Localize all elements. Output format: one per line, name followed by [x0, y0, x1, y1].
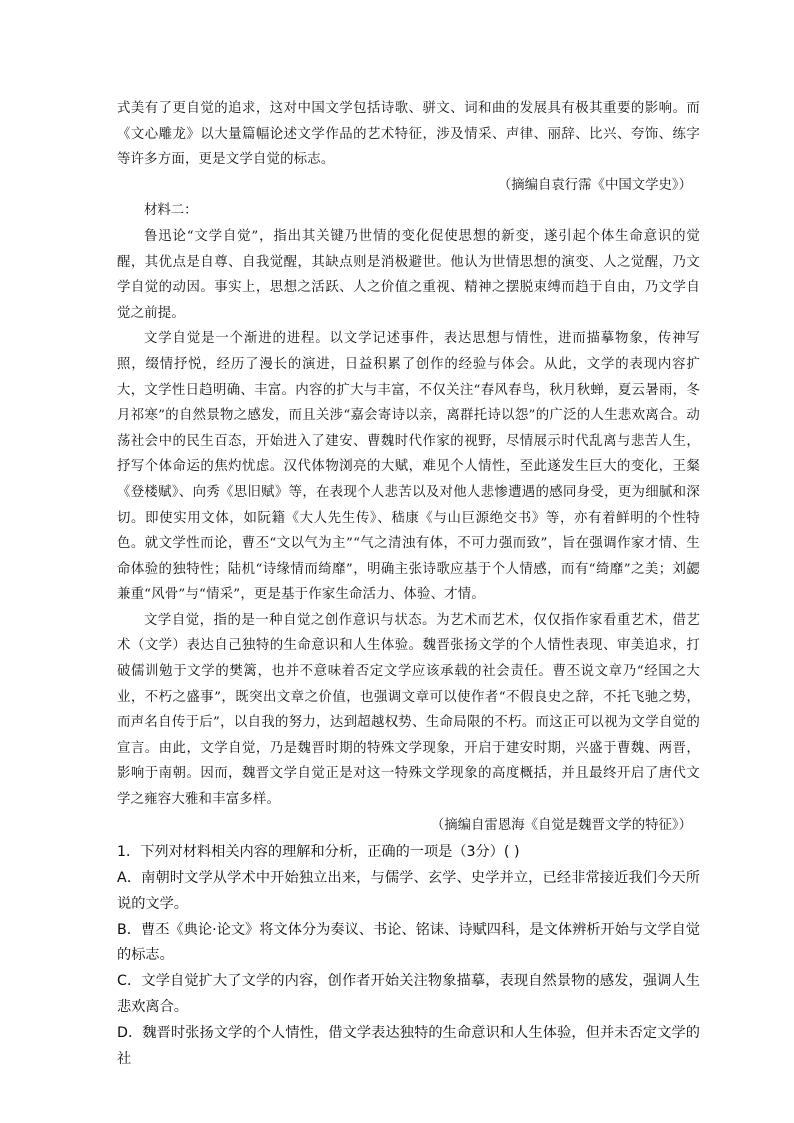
source-citation-1: （摘编自袁行霈《中国文学史》） — [497, 177, 692, 193]
passage-paragraph-3: 文学自觉是一个渐进的进程。以文学记述事件，表达思想与情性，进而描摹物象，传神写照，缀情抒悦，经历了漫长的演进，日益积累了创作的经验与体会。从此，文学的表现内容扩大，文学性日趋明确、丰富。内容的扩大与丰富，不仅关注“春风春鸟，秋月秋蝉，夏云暑雨，冬月祁寒”的自然景物之感发，而且关涉“嘉会寄诗以亲，离群托诗以怨”的广泛的人生悲欢离合。动荡社会中的民生百态，开始进入了建安、曹魏时代作家的视野，尽情展示时代乱离与悲苦人生，抒写个体命运的焦灼忧虑。汉代体物浏亮的大赋，难见个人情性，至此遂发生巨大的变化，王粲《登楼赋》、向秀《思旧赋》等，在表现个人悲苦以及对他人悲惨遭遇的感同身受，更为细腻和深切。即使实用文体，如阮籍《大人先生传》、嵇康《与山巨源绝交书》等，亦有着鲜明的个性特色。就文学性而论，曹丕“文以气为主”“气之清浊有体，不可力强而致”，旨在强调作家才情、生命体验的独特性；陆机“诗缘情而绮靡”，明确主张诗歌应基于个人情感，而有“绮靡”之美；刘勰兼重“风骨”与“情采”，更是基于作家生命活力、体验、才情。 — [117, 331, 700, 603]
passage-paragraph-1: 式美有了更自觉的追求，这对中国文学包括诗歌、骈文、词和曲的发展具有极其重要的影响。而《文心雕龙》以大量篇幅论述文学作品的艺术特征，涉及情采、声律、丽辞、比兴、夸饰、练字等许多方面，更是文学自觉的标志。 — [117, 101, 700, 168]
passage-paragraph-4: 文学自觉，指的是一种自觉之创作意识与状态。为艺术而艺术，仅仅指作家看重艺术，借艺术（文学）表达自己独特的生命意识和人生体验。魏晋张扬文学的个人情性表现、审美追求，打破儒训勉于文学的樊篱，也并不意味着否定文学应该承载的社会责任。曹丕说文章乃“经国之大业，不朽之盛事”，既突出文章之价值，也强调文章可以使作者“不假良史之辞，不托飞驰之势，而声名自传于后”，以自我的努力，达到超越权势、生命局限的不朽。而这正可以视为文学自觉的宣言。由此，文学自觉，乃是魏晋时期的特殊文学现象，开启于建安时期，兴盛于曹魏、两晋，影响于南朝。因而，魏晋文学自觉正是对这一特殊文学现象的高度概括，并且最终开启了唐代文学之雍容大雅和丰富多样。 — [117, 612, 700, 808]
passage-paragraph-2: 鲁迅论“文学自觉”，指出其关键乃世情的变化促使思想的新变，遂引起个体生命意识的觉醒，其优点是自尊、自我觉醒，其缺点则是消极避世。他认为世情思想的演变、人之觉醒，乃文学自觉的动因。事实上，思想之活跃、人之价值之重视、精神之摆脱束缚而趋于自由，乃文学自觉之前提。 — [117, 228, 700, 321]
option-c: C．文学自觉扩大了文学的内容，创作者开始关注物象描摹，表现自然景物的感发，强调人生悲欢离合。 — [117, 973, 700, 1015]
material-two-label: 材料二： — [144, 203, 198, 219]
option-a: A．南朝时文学从学术中开始独立出来，与儒学、玄学、史学并立，已经非常接近我们今天所说的文学。 — [117, 870, 700, 912]
option-d: D．魏晋时张扬文学的个人情性，借文学表达独特的生命意识和人生体验，但并未否定文学的社 — [117, 1024, 700, 1067]
option-b: B．曹丕《典论·论文》将文体分为奏议、书论、铭诔、诗赋四科，是文体辨析开始与文学自觉的标志。 — [117, 921, 700, 964]
question-stem: 1．下列对材料相关内容的理解和分析，正确的一项是（3分）( ) — [117, 844, 520, 861]
document-page — [117, 96, 700, 1072]
source-citation-2: （摘编自雷恩海《自觉是魏晋文学的特征》） — [430, 817, 692, 833]
